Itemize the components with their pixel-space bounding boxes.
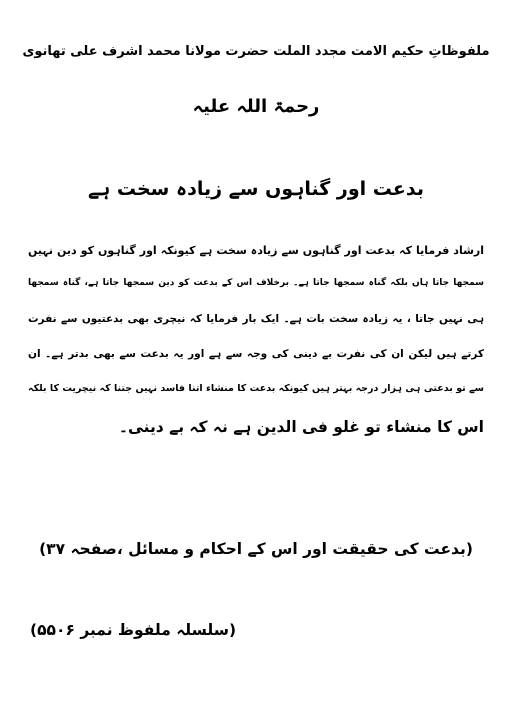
page-title: ملفوظاتِ حکیم الامت مجدد الملت حضرت مولانا محمد اشرف علی تھانوی <box>22 44 490 59</box>
paragraph-line: ارشاد فرمایا کہ بدعت اور گناہوں سے زیادہ سخت ہے کیونکہ اور گناہوں کو دین نہیں <box>28 244 484 257</box>
paragraph-line: سے تو بدعتی ہی ہزار درجہ بہتر ہیں کیونکہ بدعت کا منشاء اتنا فاسد نہیں جتنا کہ نیچریت کا بلکہ <box>28 383 484 394</box>
page-title-honorific: رحمۃ اللہ علیہ <box>192 96 320 117</box>
paragraph-line: کرتے ہیں لیکن ان کی نفرت بے دینی کی وجہ سے ہے اور یہ بدعت سے بھی بدتر ہے۔ ان <box>28 348 484 360</box>
paragraph-line: اس کا منشاء تو غلو فی الدین ہے نہ کہ بے دینی۔ <box>118 418 484 436</box>
section-heading: بدعت اور گناہوں سے زیادہ سخت ہے <box>87 178 425 200</box>
series-number: (سلسلہ ملفوظ نمبر ۵۵۰۶) <box>30 621 237 639</box>
paragraph-line: ہی نہیں جاتا ، یہ زیادہ سخت بات ہے۔ ایک بار فرمایا کہ نیچری بھی بدعتیوں سے نفرت <box>28 313 484 325</box>
source-reference: (بدعت کی حقیقت اور اس کے احکام و مسائل ،صفحہ ۳۷) <box>39 540 473 558</box>
paragraph-line: سمجھا جاتا ہاں بلکہ گناہ سمجھا جاتا ہے۔ برخلاف اس کے بدعت کو دین سمجھا جاتا ہے، گناہ سمجھا <box>28 278 484 288</box>
